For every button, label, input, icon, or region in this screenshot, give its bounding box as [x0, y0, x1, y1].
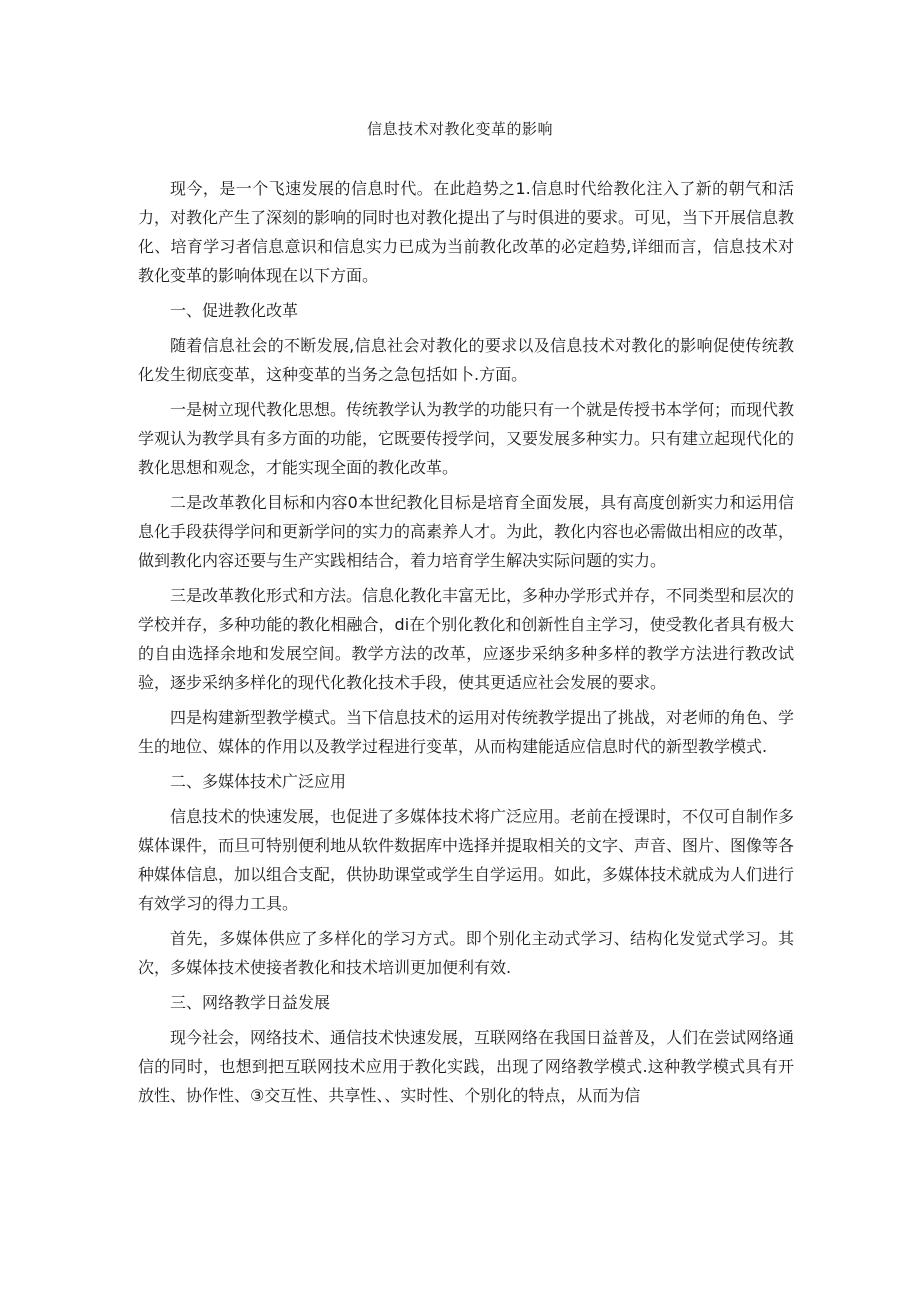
section-heading-1: 一、促进教化改革	[170, 301, 299, 320]
paragraph: 信息技术的快速发展，也促进了多媒体技术将广泛应用。老前在授课时，不仅可自制作多媒体课件，而旦可特别便利地从软件数据库中选择并提取相关的文字、声音、图片、图像等各种媒体信息，加以组合支配，供协助课堂或学生自学运用。如此，多媒体技术就成为人们进行有效学习的得力工具。	[138, 807, 795, 913]
paragraph-intro: 现今，是一个飞速发展的信息时代。在此趋势之1.信息时代给教化注入了新的朝气和活力，对教化产生了深刻的影响的同时也对教化提出了与时俱进的要求。可见，当下开展信息教化、培育学习者信息意识和信息实力已成为当前教化改革的必定趋势,详细而言，信息技术对教化变革的影响体现在以下方面。	[138, 179, 795, 285]
paragraph: 三是改革教化形式和方法。信息化教化丰富无比，多种办学形式并存，不同类型和层次的学校并存，多种功能的教化相融合，di在个别化教化和创新性自主学习，使受教化者具有极大的自由选择余地和发展空间。教学方法的改革，应逐步采纳多种多样的教学方法进行教改试验，逐步采纳多样化的现代化教化技术手段，使其更适应社会发展的要求。	[138, 586, 795, 692]
document-body	[138, 174, 794, 1116]
paragraph: 首先，多媒体供应了多样化的学习方式。即个别化主动式学习、结构化发觉式学习。其次，多媒体技术使接者教化和技术培训更加便利有效.	[138, 929, 794, 977]
paragraph: 现今社会，网络技术、通信技术快速发展，互联网络在我国日益普及，人们在尝试网络通信的同时，也想到把互联网技术应用于教化实践，出现了网络教学模式.这种教学模式具有开放性、协作性、③交互性、共享性、、实时性、个别化的特点，从而为信	[138, 1028, 795, 1105]
paragraph: 四是构建新型教学模式。当下信息技术的运用对传统教学提出了挑战，对老师的角色、学生的地位、媒体的作用以及教学过程进行变革，从而构建能适应信息时代的新型教学模式.	[138, 708, 795, 756]
paragraph: 随着信息社会的不断发展,信息社会对教化的要求以及信息技术对教化的影响促使传统教化发生彻底变革，这种变革的当务之急包括如卜.方面。	[138, 336, 794, 384]
paragraph: 一是树立现代教化思想。传统教学认为教学的功能只有一个就是传授书本学何；而现代教学观认为教学具有多方面的功能，它既要传授学问，又要发展多种实力。只有建立起现代化的教化思想和观念，才能实现全面的教化改革。	[138, 400, 795, 477]
paragraph: 二是改革教化目标和内容0本世纪教化目标是培育全面发展，具有高度创新实力和运用信息化手段获得学问和更新学问的实力的高素养人才。为此，教化内容也必需做出相应的改革，做到教化内容还要与生产实践相结合，着力培育学生解决实际问题的实力。	[138, 493, 795, 570]
document-title: 信息技术对教化变革的影响	[366, 120, 553, 138]
section-heading-3: 三、网络教学日益发展	[170, 993, 331, 1012]
section-heading-2: 二、多媒体技术广泛应用	[170, 772, 347, 791]
